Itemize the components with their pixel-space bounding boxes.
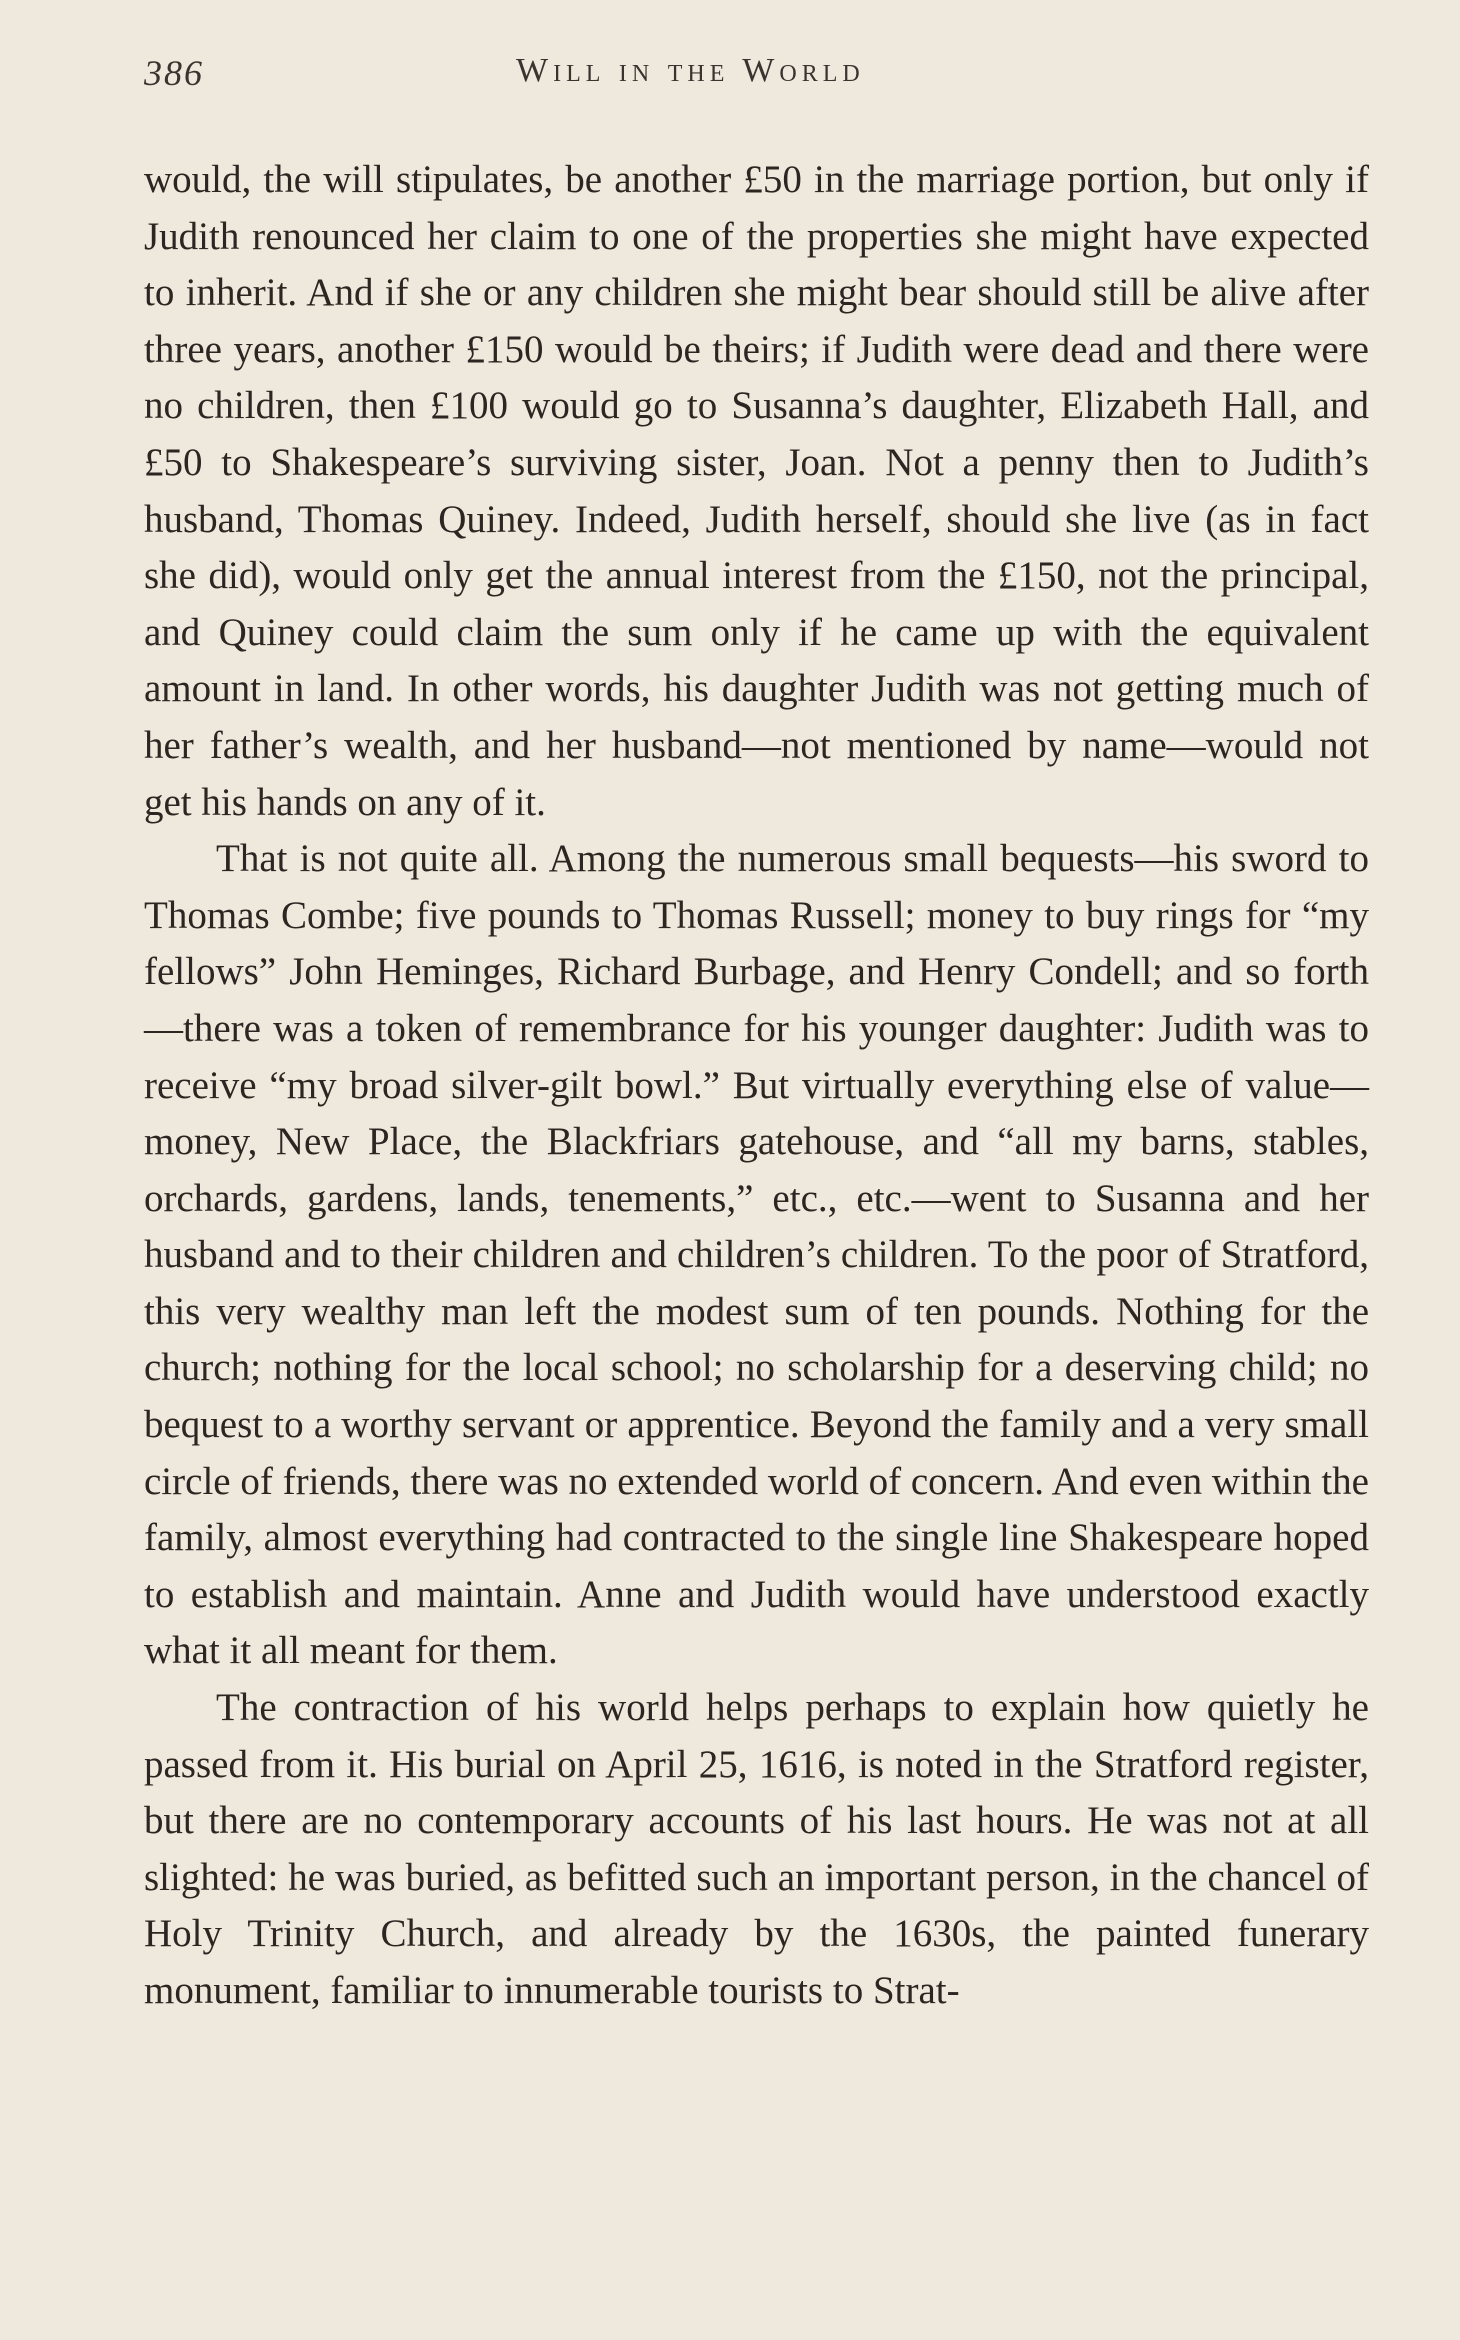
paragraph-burial: The contraction of his world helps perhaps to explain how quietly he passed from it. His burial on April 25, 1616, is noted in the Stratford register, but there are no contemporary accounts of his last hours. He was not at all slighted: he was buried, as befitted such an important person, in the chancel of Holy Trinity Church, and already by the 1630s, the painted funerary monument, familiar to innumerable tourists to Strat-: [144, 1686, 1369, 2012]
running-head: [144, 52, 1369, 102]
body-text: [144, 152, 1369, 2020]
page-number: 386: [144, 53, 204, 93]
paragraph-bequests: That is not quite all. Among the numerous small bequests—his sword to Thomas Combe; five pounds to Thomas Russell; money to buy rings for “my fellows” John Heminges, Richard Burbage, and Henry Condell; and so forth—there was a token of remembrance for his younger daughter: Judith was to receive “my broad silver-gilt bowl.” But virtually everything else of value—money, New Place, the Blackfriars gatehouse, and “all my barns, stables, orchards, gardens, lands, tenements,” etc., etc.—went to Susanna and her husband and to their children and children’s children. To the poor of Stratford, this very wealthy man left the modest sum of ten pounds. Nothing for the church; nothing for the local school; no scholarship for a deserving child; no bequest to a worthy servant or apprentice. Beyond the family and a very small circle of friends, there was no extended world of concern. And even within the family, almost everything had contracted to the single line Shakespeare hoped to establish and maintain. Anne and Judith would have understood exactly what it all meant for them.: [144, 837, 1369, 1673]
paragraph-continued: would, the will stipulates, be another £50 in the marriage portion, but only if Judith renounced her claim to one of the properties she might have expected to inherit. And if she or any children she might bear should still be alive after three years, another £150 would be theirs; if Judith were dead and there were no children, then £100 would go to Susanna’s daughter, Elizabeth Hall, and £50 to Shakespeare’s surviving sister, Joan. Not a penny then to Judith’s husband, Thomas Quiney. Indeed, Judith herself, should she live (as in fact she did), would only get the annual interest from the £150, not the principal, and Quiney could claim the sum only if he came up with the equivalent amount in land. In other words, his daughter Judith was not getting much of her father’s wealth, and her husband—not mentioned by name—would not get his hands on any of it.: [144, 158, 1369, 824]
running-title: Will in the World: [516, 52, 865, 89]
